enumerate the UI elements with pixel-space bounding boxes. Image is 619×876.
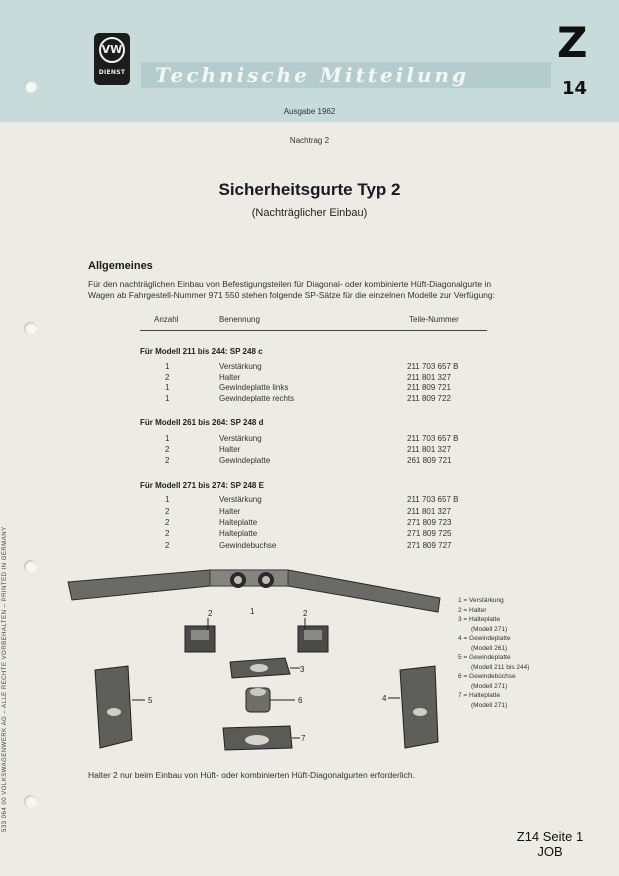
vw-logo-mark: VW: [99, 37, 125, 63]
intro-line-2: Wagen ab Fahrgestell-Nummer 971 550 stehen folgende SP-Sätze für die einzelnen Modelle zur Verfügung:: [88, 290, 495, 300]
figure-label-5: 5: [148, 696, 153, 705]
row-name: Halteplatte: [219, 518, 258, 527]
section-heading: Allgemeines: [88, 260, 153, 272]
row-qty: 2: [165, 529, 170, 538]
row-name: Halteplatte: [219, 529, 258, 538]
legend-item: 7 = Halteplatte: [458, 692, 501, 699]
row-qty: 2: [165, 373, 170, 382]
legend-item: 1 = Verstärkung: [458, 597, 504, 604]
punch-hole: [24, 80, 37, 93]
row-name: Halter: [219, 507, 241, 516]
part-1-reinforcement: [68, 570, 440, 612]
row-part: 211 801 327: [407, 507, 451, 516]
col-header-qty: Anzahl: [154, 315, 179, 324]
document-title: Sicherheitsgurte Typ 2: [218, 180, 401, 199]
figure-label-2b: 2: [303, 609, 308, 618]
table-header-rule: [140, 330, 487, 331]
vw-dienst-logo: [94, 33, 130, 85]
side-imprint: 533 064 00 VOLKSWAGENWERK AG – ALLE RECHTE VORBEHALTEN – PRINTED IN GERMANY: [2, 526, 8, 832]
parts-figure: [60, 560, 460, 770]
header-band: [0, 0, 619, 122]
row-part: 211 703 657 B: [407, 362, 459, 371]
punch-hole: [24, 560, 37, 573]
row-qty: 1: [165, 394, 170, 403]
footer-line-1: Z14 Seite 1: [516, 829, 584, 844]
figure-label-6: 6: [298, 696, 303, 705]
legend-item: (Modell 211 bis 244): [471, 663, 530, 671]
figure-label-1: 1: [250, 607, 255, 616]
col-header-name: Benennung: [219, 315, 260, 324]
row-qty: 2: [165, 518, 170, 527]
figure-label-7: 7: [301, 734, 306, 743]
footer-line-2: JOB: [537, 844, 563, 859]
note-text: Halter 2 nur beim Einbau von Hüft- oder kombinierten Hüft-Diagonalgurten erforderlich.: [88, 770, 415, 780]
legend-item: 3 = Halteplatte: [458, 616, 501, 623]
legend-item: (Modell 271): [471, 625, 508, 633]
row-name: Gewindeplatte links: [219, 383, 289, 392]
legend-item: (Modell 271): [471, 701, 508, 709]
legend-item: (Modell 261): [471, 644, 508, 652]
part-6-threaded-bushing: [246, 688, 295, 712]
legend-item: 2 = Halter: [458, 606, 487, 614]
row-part: 211 703 657 B: [407, 434, 459, 443]
supplement-text: Nachtrag 2: [289, 136, 330, 145]
row-name: Verstärkung: [219, 434, 262, 443]
row-qty: 2: [165, 507, 170, 516]
row-name: Halter: [219, 445, 241, 454]
punch-hole: [24, 322, 37, 335]
row-name: Gewindeplatte: [219, 456, 271, 465]
row-part: 271 809 723: [407, 518, 452, 527]
row-qty: 2: [165, 445, 170, 454]
row-part: 211 801 327: [407, 445, 451, 454]
footer-stamp: [500, 829, 600, 859]
group-title-3: Für Modell 271 bis 274: SP 248 E: [140, 481, 264, 490]
punch-hole: [24, 795, 37, 808]
legend-item: 6 = Gewindebüchse: [458, 673, 516, 680]
figure-label-3: 3: [300, 665, 305, 674]
figure-legend: [458, 596, 529, 710]
legend-item: (Modell 271): [471, 682, 508, 690]
row-part: 271 809 727: [407, 541, 452, 550]
row-qty: 1: [165, 434, 170, 443]
row-part: 211 801 327: [407, 373, 451, 382]
figure-label-2a: 2: [208, 609, 213, 618]
row-qty: 1: [165, 495, 170, 504]
document-subtitle: (Nachträglicher Einbau): [251, 207, 368, 219]
section-letter: Z: [557, 18, 588, 67]
row-part: 211 703 657 B: [407, 495, 459, 504]
row-part: 271 809 725: [407, 529, 452, 538]
row-part: 211 809 721: [407, 383, 451, 392]
col-header-part: Teile-Nummer: [409, 315, 459, 324]
row-name: Halter: [219, 373, 241, 382]
header-title: Technische Mitteilung: [155, 63, 470, 87]
section-number: 14: [562, 78, 588, 99]
row-qty: 2: [165, 541, 170, 550]
part-7-retaining-plate: [223, 726, 300, 750]
intro-line-1: Für den nachträglichen Einbau von Befestigungsteilen für Diagonal- oder kombinierte Hüft-Diagonalgurte in: [88, 279, 492, 289]
part-4-threaded-plate: [388, 666, 438, 748]
row-name: Verstärkung: [219, 495, 262, 504]
figure-label-4: 4: [382, 694, 387, 703]
group-title-1: Für Modell 211 bis 244: SP 248 c: [140, 347, 263, 356]
legend-item: 5 = Gewindeplatte: [458, 654, 511, 661]
logo-text: DIENST: [98, 69, 126, 76]
row-qty: 1: [165, 383, 170, 392]
legend-item: 4 = Gewindeplatte: [458, 635, 511, 642]
row-name: Gewindebuchse: [219, 541, 277, 550]
part-5-threaded-plate: [95, 666, 145, 748]
row-part: 211 809 722: [407, 394, 451, 403]
group-title-2: Für Modell 261 bis 264: SP 248 d: [140, 418, 264, 427]
part-3-retaining-plate: [230, 658, 300, 678]
row-part: 261 809 721: [407, 456, 452, 465]
row-name: Verstärkung: [219, 362, 262, 371]
part-2-holder-right: [298, 618, 328, 652]
row-name: Gewindeplatte rechts: [219, 394, 295, 403]
issue-text: Ausgabe 1962: [283, 107, 336, 116]
row-qty: 2: [165, 456, 170, 465]
row-qty: 1: [165, 362, 170, 371]
part-2-holder-left: [185, 618, 215, 652]
